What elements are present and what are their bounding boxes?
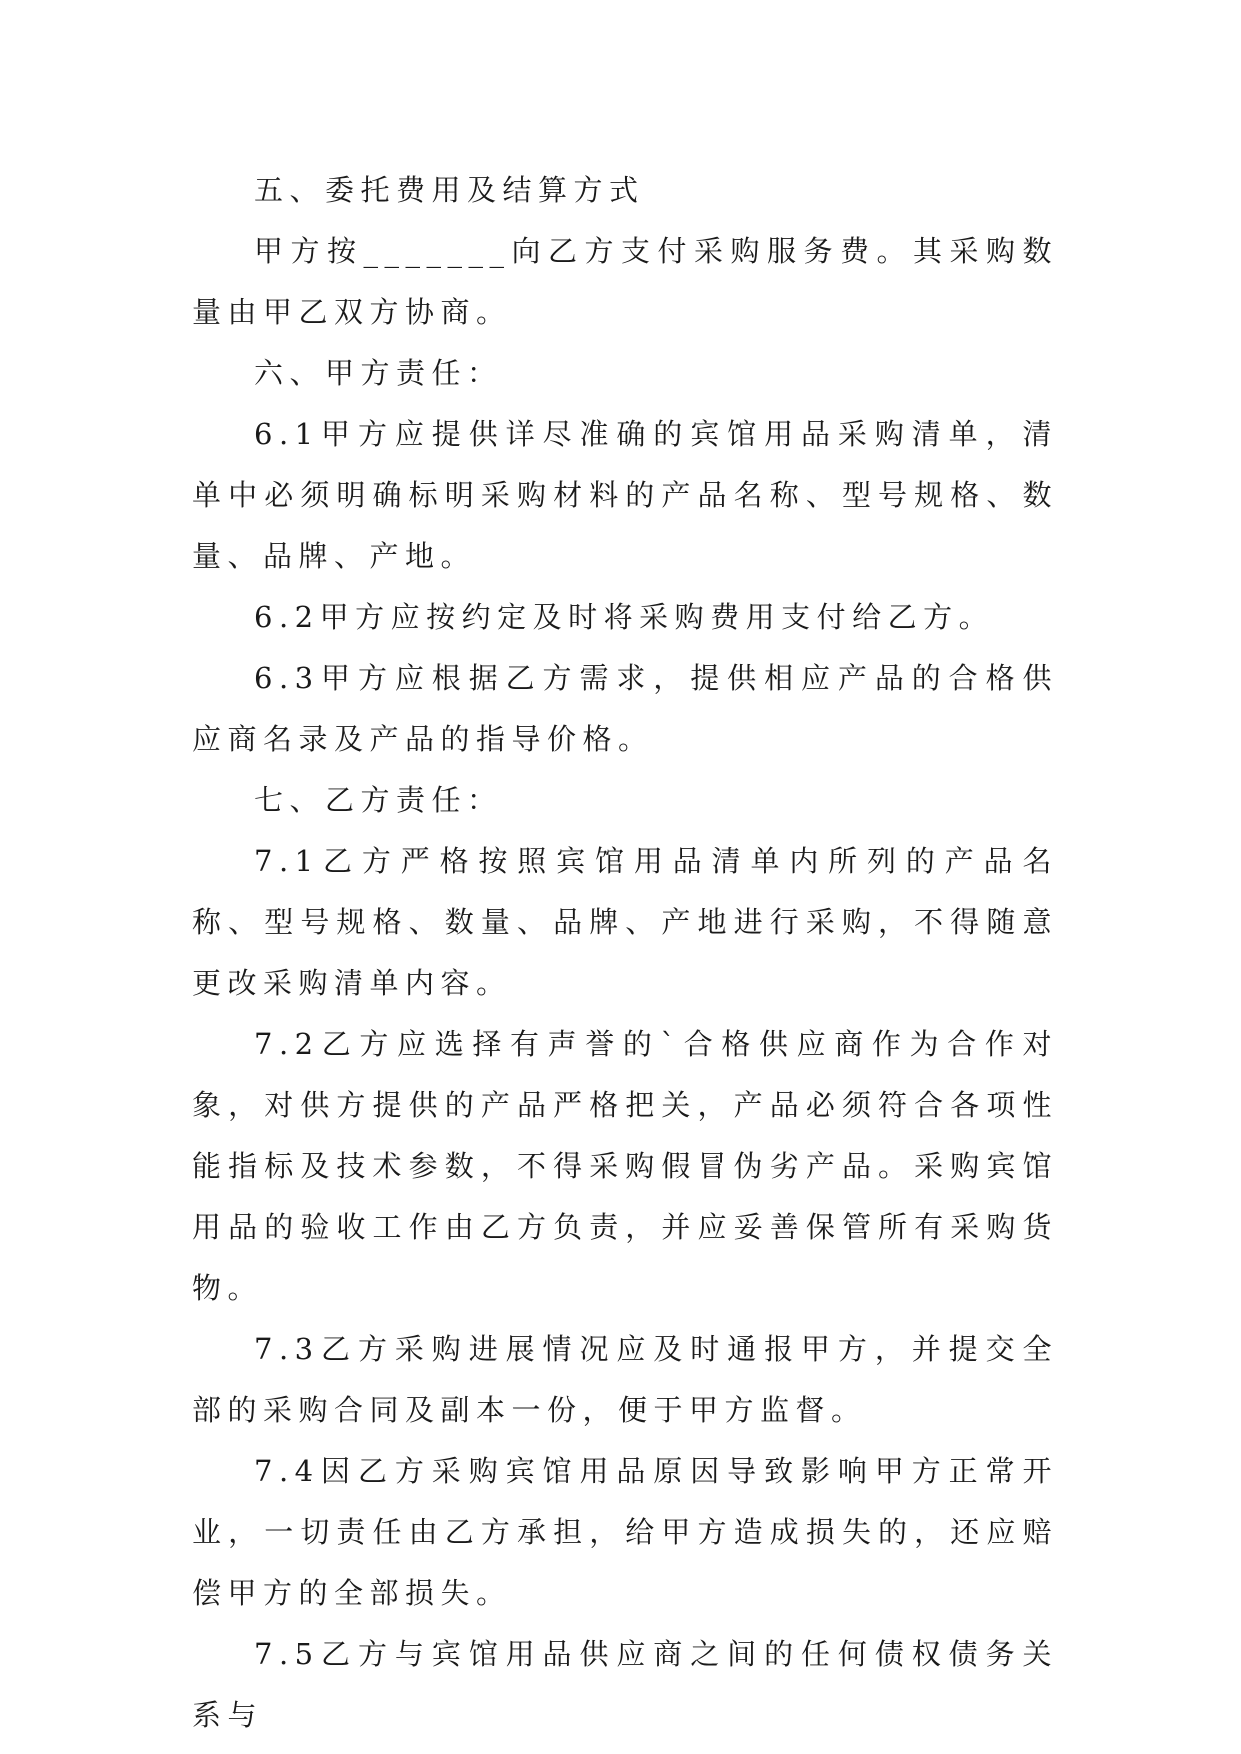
clause-7-2: 7.2乙方应选择有声誉的`合格供应商作为合作对象，对供方提供的产品严格把关，产品必须符合各项性能指标及技术参数，不得采购假冒伪劣产品。采购宾馆用品的验收工作由乙方负责，并应妥善保管所有采购货物。 — [192, 1027, 1058, 1305]
clause-7-5: 7.5乙方与宾馆用品供应商之间的任何债权债务关系与 — [192, 1637, 1058, 1732]
clause-7-3: 7.3乙方采购进展情况应及时通报甲方，并提交全部的采购合同及副本一份，便于甲方监督。 — [192, 1332, 1058, 1427]
clause-6-1: 6.1甲方应提供详尽准确的宾馆用品采购清单，清单中必须明确标明采购材料的产品名称、型号规格、数量、品牌、产地。 — [192, 417, 1058, 573]
clause-6-2: 6.2甲方应按约定及时将采购费用支付给乙方。 — [254, 600, 995, 634]
section-5-heading: 五、委托费用及结算方式 — [254, 173, 645, 207]
clause-6-3: 6.3甲方应根据乙方需求，提供相应产品的合格供应商名录及产品的指导价格。 — [192, 661, 1058, 756]
clause-7-1: 7.1乙方严格按照宾馆用品清单内所列的产品名称、型号规格、数量、品牌、产地进行采购，不得随意更改采购清单内容。 — [192, 844, 1058, 1000]
section-6-heading: 六、甲方责任： — [254, 356, 503, 390]
paragraph-fee: 甲方按_______向乙方支付采购服务费。其采购数量由甲乙双方协商。 — [192, 234, 1058, 329]
section-7-heading: 七、乙方责任： — [254, 783, 503, 817]
document-body — [192, 160, 1058, 1746]
clause-7-4: 7.4因乙方采购宾馆用品原因导致影响甲方正常开业，一切责任由乙方承担，给甲方造成损失的，还应赔偿甲方的全部损失。 — [192, 1454, 1058, 1610]
